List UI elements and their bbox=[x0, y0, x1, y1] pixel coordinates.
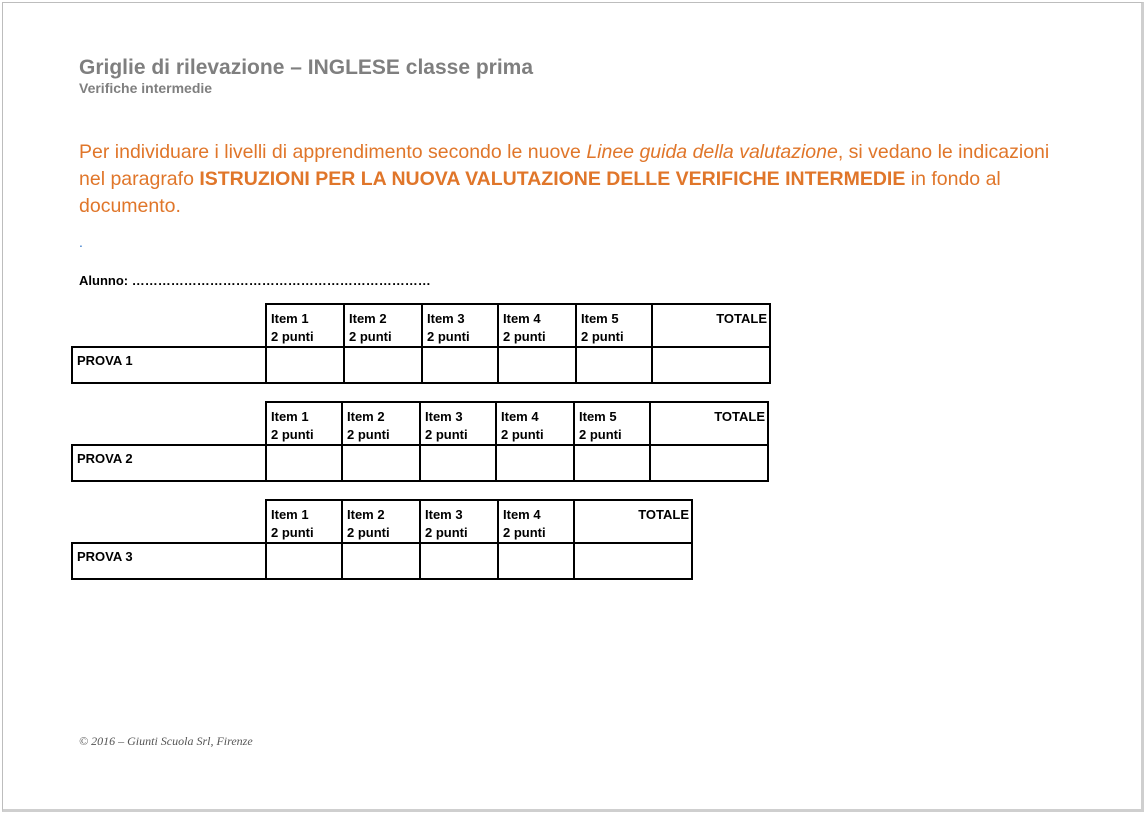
score-cell[interactable] bbox=[420, 543, 498, 579]
table-corner bbox=[72, 402, 266, 445]
row-label: PROVA 2 bbox=[72, 445, 266, 481]
item-header: Item 4 2 punti bbox=[498, 304, 576, 347]
item-header: Item 2 2 punti bbox=[342, 500, 420, 543]
item-header: Item 3 2 punti bbox=[422, 304, 498, 347]
row-label: PROVA 1 bbox=[72, 347, 266, 383]
instructions-text-2: , si vedano le indicazioni nel paragrafo bbox=[79, 141, 1050, 190]
item-header: Item 3 2 punti bbox=[420, 402, 496, 445]
score-cell[interactable] bbox=[344, 347, 422, 383]
item-header: Item 4 2 punti bbox=[498, 500, 574, 543]
score-cell[interactable] bbox=[574, 445, 650, 481]
score-cell[interactable] bbox=[266, 543, 342, 579]
score-cell[interactable] bbox=[576, 347, 652, 383]
instructions-paragraph bbox=[79, 139, 1079, 220]
score-cell[interactable] bbox=[498, 347, 576, 383]
table-corner bbox=[72, 500, 266, 543]
stray-dot: . bbox=[79, 234, 83, 250]
item-header: Item 5 2 punti bbox=[574, 402, 650, 445]
item-header: Item 3 2 punti bbox=[420, 500, 498, 543]
instructions-text-3: in fondo al documento. bbox=[79, 168, 1001, 217]
score-table-prova-3 bbox=[71, 499, 693, 580]
row-label: PROVA 3 bbox=[72, 543, 266, 579]
score-cell[interactable] bbox=[342, 445, 420, 481]
score-cell[interactable] bbox=[422, 347, 498, 383]
page-title: Griglie di rilevazione – INGLESE classe prima bbox=[79, 56, 534, 79]
score-cell[interactable] bbox=[498, 543, 574, 579]
score-cell[interactable] bbox=[496, 445, 574, 481]
instructions-text-1: Per individuare i livelli di apprendimento secondo le nuove bbox=[79, 141, 587, 163]
score-cell[interactable] bbox=[420, 445, 496, 481]
score-table-prova-2 bbox=[71, 401, 769, 482]
score-table-prova-1 bbox=[71, 303, 771, 384]
total-cell[interactable] bbox=[650, 445, 768, 481]
document-page bbox=[2, 2, 1144, 812]
item-header: Item 2 2 punti bbox=[342, 402, 420, 445]
item-header: Item 2 2 punti bbox=[344, 304, 422, 347]
score-cell[interactable] bbox=[342, 543, 420, 579]
instructions-italic: Linee guida della valutazione bbox=[586, 141, 838, 163]
copyright-footer: © 2016 – Giunti Scuola Srl, Firenze bbox=[79, 734, 253, 748]
item-header: Item 4 2 punti bbox=[496, 402, 574, 445]
item-header: Item 1 2 punti bbox=[266, 304, 344, 347]
student-name-line: Alunno: …………………………………………………………… bbox=[79, 273, 431, 288]
table-corner bbox=[72, 304, 266, 347]
score-cell[interactable] bbox=[266, 347, 344, 383]
item-header: Item 1 2 punti bbox=[266, 500, 342, 543]
item-header: Item 1 2 punti bbox=[266, 402, 342, 445]
score-cell[interactable] bbox=[266, 445, 342, 481]
total-header: TOTALE bbox=[650, 402, 768, 445]
total-header: TOTALE bbox=[574, 500, 692, 543]
page-subtitle: Verifiche intermedie bbox=[79, 80, 213, 96]
instructions-bold: ISTRUZIONI PER LA NUOVA VALUTAZIONE DELLE VERIFICHE INTERMEDIE bbox=[199, 168, 906, 190]
item-header: Item 5 2 punti bbox=[576, 304, 652, 347]
total-cell[interactable] bbox=[574, 543, 692, 579]
total-cell[interactable] bbox=[652, 347, 770, 383]
total-header: TOTALE bbox=[652, 304, 770, 347]
